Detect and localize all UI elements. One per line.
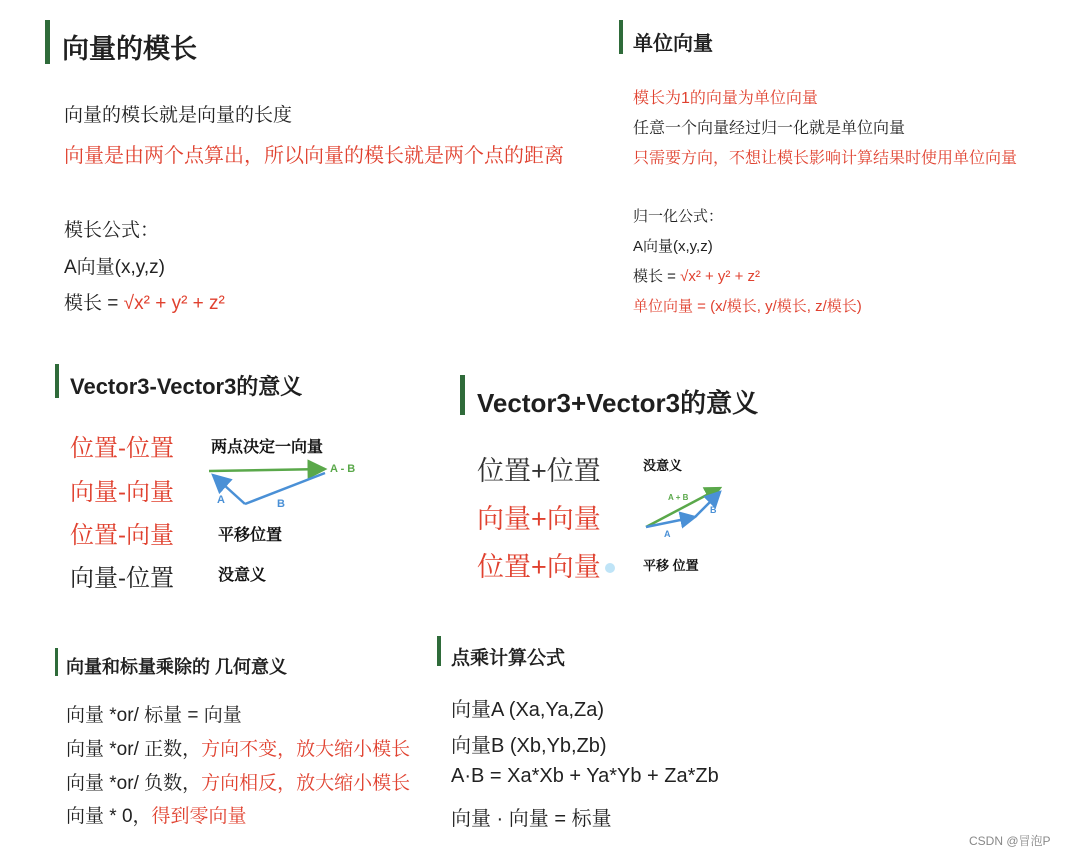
- magnitude-vector-def: A向量(x,y,z): [64, 257, 165, 278]
- scalar-line2-prefix: 向量 *or/ 正数，: [66, 739, 202, 760]
- dot-line3: A·B = Xa*Xb + Ya*Yb + Za*Zb: [451, 765, 719, 787]
- section-bar-subtraction: [55, 364, 59, 398]
- sub-note-1: 两点决定一向量: [211, 439, 324, 456]
- add-expr-2: 向量+向量: [477, 504, 601, 534]
- scalar-line4-red: 得到零向量: [151, 806, 247, 827]
- unit-formula-prefix: 模长 =: [633, 268, 681, 285]
- unit-vector-def: A向量(x,y,z): [633, 238, 713, 255]
- unit-formula-expr: √x² + y² + z²: [680, 268, 761, 285]
- scalar-line4: [66, 801, 247, 828]
- addition-diagram: [640, 480, 735, 540]
- scalar-line2-red: 方向不变，放大缩小模长: [201, 739, 411, 760]
- add-expr-1: 位置+位置: [477, 456, 601, 486]
- section-title-dot: 点乘计算公式: [451, 648, 566, 669]
- scalar-line3-prefix: 向量 *or/ 负数，: [66, 773, 202, 794]
- dot-line1: 向量A (Xa,Ya,Za): [451, 699, 605, 721]
- sub-arrow-ab: [209, 469, 325, 471]
- magnitude-line2: 向量是由两个点算出，所以向量的模长就是两个点的距离: [64, 145, 564, 167]
- magnitude-formula-prefix: 模长 =: [64, 293, 124, 314]
- unit-line2: 任意一个向量经过归一化就是单位向量: [633, 120, 906, 137]
- scalar-line2: [66, 734, 410, 761]
- sub-expr-1: 位置-位置: [70, 435, 174, 462]
- add-label-ab: A + B: [668, 493, 689, 502]
- subtraction-diagram: [205, 455, 375, 515]
- watermark: CSDN @冒泡P: [969, 834, 1051, 848]
- dot-line4: 向量 · 向量 = 标量: [451, 808, 612, 830]
- sub-label-a: A: [217, 494, 225, 506]
- sub-note-3: 平移位置: [218, 527, 283, 544]
- section-bar-scalar: [55, 648, 58, 676]
- scalar-line3-red: 方向相反，放大缩小模长: [201, 773, 411, 794]
- sub-arrow-b: [245, 473, 325, 504]
- section-bar-addition: [460, 375, 465, 415]
- cursor-icon: [605, 563, 615, 573]
- dot-line2: 向量B (Xb,Yb,Zb): [451, 735, 607, 757]
- section-bar-dot: [437, 636, 441, 666]
- sub-label-b: B: [277, 498, 285, 510]
- unit-line1: 模长为1的向量为单位向量: [633, 90, 818, 107]
- magnitude-formula-expr: √x² + y² + z²: [123, 293, 225, 314]
- add-label-b: B: [710, 505, 717, 515]
- magnitude-line1: 向量的模长就是向量的长度: [64, 105, 293, 126]
- unit-line3: 只需要方向，不想让模长影响计算结果时使用单位向量: [633, 150, 1018, 167]
- sub-label-ab: A - B: [330, 463, 356, 475]
- section-title-magnitude: 向量的模长: [62, 34, 197, 64]
- scalar-line1: 向量 *or/ 标量 = 向量: [66, 705, 242, 726]
- section-title-scalar: 向量和标量乘除的 几何意义: [66, 657, 287, 677]
- section-bar-unit-vector: [619, 20, 623, 54]
- section-title-subtraction: Vector3-Vector3的意义: [70, 374, 303, 399]
- section-bar-magnitude: [45, 20, 50, 64]
- add-expr-3: 位置+向量: [477, 552, 601, 582]
- add-note-3: 平移 位置: [643, 558, 699, 573]
- sub-expr-2: 向量-向量: [70, 479, 174, 506]
- add-note-1: 没意义: [643, 458, 683, 473]
- section-title-unit-vector: 单位向量: [633, 33, 713, 55]
- unit-formula: [633, 265, 760, 286]
- unit-formula-normalized: 单位向量 = (x/模长, y/模长, z/模长): [633, 298, 862, 315]
- sub-expr-3: 位置-向量: [70, 522, 174, 549]
- scalar-line4-prefix: 向量 * 0，: [66, 806, 152, 827]
- sub-note-4: 没意义: [218, 567, 267, 584]
- magnitude-formula: [64, 288, 225, 315]
- scalar-line3: [66, 768, 410, 795]
- magnitude-formula-label: 模长公式：: [64, 220, 160, 241]
- section-title-addition: Vector3+Vector3的意义: [477, 388, 759, 418]
- sub-expr-4: 向量-位置: [70, 565, 174, 592]
- add-label-a: A: [664, 529, 671, 539]
- unit-normalize-label: 归一化公式：: [633, 208, 724, 225]
